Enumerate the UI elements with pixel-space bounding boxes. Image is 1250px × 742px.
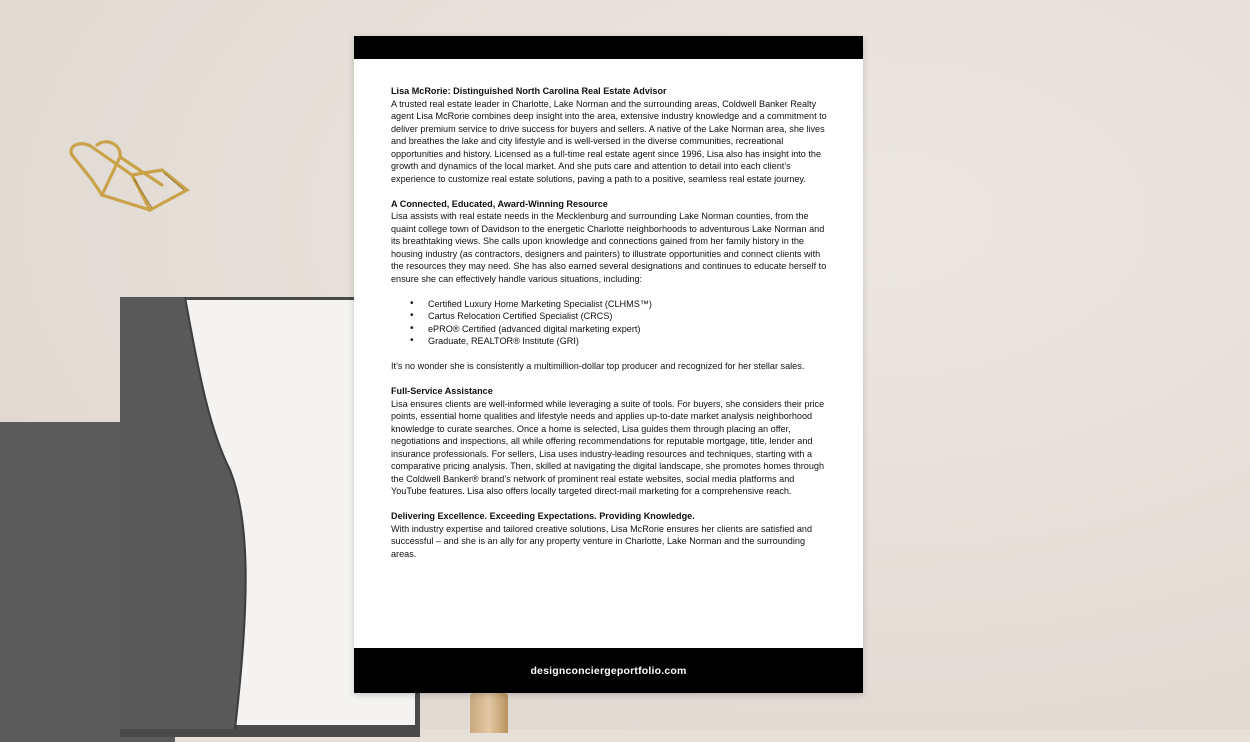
list-item: • Cartus Relocation Certified Specialist (CRCS) — [428, 310, 831, 323]
binder-clip-icon — [62, 135, 202, 235]
section-heading-intro: Lisa McRorie: Distinguished North Carolina Real Estate Advisor — [391, 86, 667, 96]
list-item: • Certified Luxury Home Marketing Specialist (CLHMS™) — [428, 298, 831, 311]
list-item: • ePRO® Certified (advanced digital marketing expert) — [428, 323, 831, 336]
document-body — [391, 85, 831, 573]
footer-url: designconciergeportfolio.com — [530, 664, 687, 677]
closing-note: It’s no wonder she is consistently a multimillion-dollar top producer and recognized for her stellar sales. — [391, 361, 805, 371]
bio-document — [354, 36, 863, 693]
section-body-intro: A trusted real estate leader in Charlotte, Lake Norman and the surrounding areas, Coldwell Banker Realty agent Lisa McRorie combines deep insight into the area, extensive industry knowledge and a commitment to deliver premium service to drive success for buyers and sellers. A native of the Lake Norman area, she lives and breathes the lake and city lifestyle and is well-versed in the diverse communities, recreational opportunities and history. Licensed as a full-time real estate agent since 1996, Lisa also has insight into the growth and dynamics of the local market. And she puts care and attention to detail into each client’s experience to customize real estate solutions, paving a path to a positive, seamless real estate journey. — [391, 98, 827, 184]
pencil-icon — [470, 693, 508, 733]
list-item: • Graduate, REALTOR® Institute (GRI) — [428, 335, 831, 348]
section-body-full-service: Lisa ensures clients are well-informed while leveraging a suite of tools. For buyers, she considers their price points, essential home qualities and lifestyle needs and applies up-to-date market analysis neighborhood knowledge to curate searches. Once a home is selected, Lisa guides them through placing an offer, negotiations and inspections, all while offering recommendations for reputable mortgage, title, lender and insurance professionals. For sellers, Lisa uses industry-leading resources and techniques, starting with a comparative pricing analysis. Then, skilled at navigating the digital landscape, she promotes homes through the Coldwell Banker® brand’s network of prominent real estate websites, social media platforms and YouTube features. Lisa also offers locally targeted direct-mail marketing for a comprehensive reach. — [391, 398, 825, 496]
section-body-excellence: With industry expertise and tailored creative solutions, Lisa McRorie ensures her clients are satisfied and successful – and she is an ally for any property venture in Charlotte, Lake Norman and the surrounding areas. — [391, 523, 813, 559]
section-heading-excellence: Delivering Excellence. Exceeding Expectations. Providing Knowledge. — [391, 511, 695, 521]
section-body-resource: Lisa assists with real estate needs in the Mecklenburg and surrounding Lake Norman counties, from the quaint college town of Davidson to the energetic Charlotte neighborhoods to adventurous Lake Norman and its breathtaking views. She calls upon knowledge and connections gained from her family history in the housing industry (as contractors, designers and painters) to illustrate opportunities and connect clients with the resources they may need. She has also earned several designations and continues to educate herself to ensure she can effectively handle various situations, including: — [391, 211, 827, 284]
document-top-bar — [354, 36, 863, 59]
section-heading-full-service: Full-Service Assistance — [391, 386, 493, 396]
document-footer — [354, 648, 863, 693]
designations-list — [391, 298, 831, 348]
section-heading-resource: A Connected, Educated, Award-Winning Resource — [391, 198, 608, 209]
